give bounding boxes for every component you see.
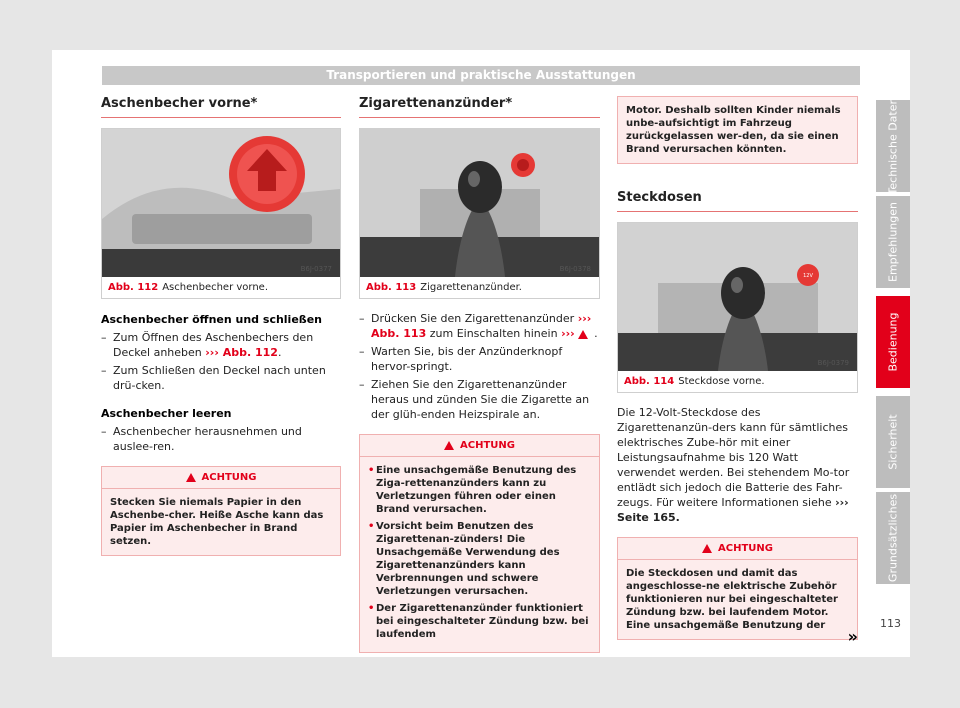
- subheading-empty: Aschenbecher leeren: [101, 407, 232, 420]
- warning-box-continued: [617, 96, 858, 164]
- lighter-photo: [360, 129, 599, 277]
- figure-113: [359, 128, 600, 299]
- warning-title: ACHTUNG: [201, 472, 257, 483]
- figure-112: [101, 128, 341, 299]
- socket-illustration: [618, 223, 857, 371]
- section-title-sockets: Steckdosen: [617, 190, 858, 212]
- figure-number: Abb. 112: [108, 282, 159, 293]
- list-item: – Zum Öffnen des Aschenbechers den Deckel anheben ››› Abb. 112.: [101, 330, 341, 360]
- paragraph: [617, 405, 858, 525]
- warning-text: Motor. Deshalb sollten Kinder niemals unbe-aufsichtigt im Fahrzeug zurückgelassen wer-den, da sie einen Brand verursachen könnten.: [626, 105, 841, 155]
- list-item: – Drücken Sie den Zigarettenanzünder ››› Abb. 113 zum Einschalten hinein ››› .: [359, 311, 600, 341]
- lighter-illustration: [360, 129, 599, 277]
- tab-bedienung[interactable]: [876, 296, 910, 388]
- tab-label: Bedienung: [886, 312, 900, 372]
- section-title-lighter: Zigarettenanzünder*: [359, 96, 600, 118]
- tab-label: Empfehlungen: [886, 202, 900, 282]
- warning-header: [102, 467, 340, 489]
- warning-box: [617, 537, 858, 640]
- warning-header: [618, 538, 857, 560]
- warning-bullet: • Vorsicht beim Benutzen des Zigarettenan-zünders! Die Unsachgemäße Verwendung des Zigarettenanzünders kann Verbrennungen und schwere Verletzungen verursachen.: [368, 520, 591, 598]
- column-lighter: [359, 96, 600, 653]
- warning-title: ACHTUNG: [718, 543, 773, 554]
- caption-text: Zigarettenanzünder.: [420, 282, 522, 293]
- continue-arrow-icon: »: [847, 627, 858, 646]
- warning-text: Die Steckdosen und damit das angeschlosse-ne elektrische Zubehör funktionieren nur bei eingeschalteter Zündung bzw. bei laufendem Motor. Eine unsachgemäße Benutzung der: [626, 568, 838, 631]
- column-ashtray: [101, 96, 341, 556]
- tab-label: Grundsätzliches: [886, 493, 900, 583]
- list-item: – Ziehen Sie den Zigarettenanzünder heraus und zünden Sie die Zigarette an der glüh-enden Heizspirale an.: [359, 377, 600, 422]
- figure-code: B6J-0379: [817, 359, 849, 367]
- list-item: – Zum Schließen den Deckel nach unten drü-cken.: [101, 363, 341, 393]
- warning-icon: [578, 330, 588, 339]
- section-title-ashtray: Aschenbecher vorne*: [101, 96, 341, 118]
- caption-text: Aschenbecher vorne.: [162, 282, 269, 293]
- figure-link[interactable]: ››› Abb. 113: [371, 312, 592, 340]
- figure-caption: [360, 277, 599, 298]
- warning-header: [360, 435, 599, 457]
- list-item-text: Drücken Sie den Zigarettenanzünder: [371, 312, 575, 325]
- warning-icon: [702, 544, 712, 553]
- caption-text: Steckdose vorne.: [678, 376, 765, 387]
- tab-label: Technische Daten: [886, 97, 900, 195]
- figure-caption: [102, 277, 340, 298]
- page-link[interactable]: ››› Seite 165.: [617, 496, 849, 524]
- socket-label: 12V: [803, 273, 813, 279]
- list-item-text: Zum Öffnen des Aschenbechers den Deckel anheben: [113, 331, 314, 359]
- figure-114: [617, 222, 858, 393]
- warning-icon: [444, 441, 454, 450]
- figure-link[interactable]: ››› Abb. 112: [205, 346, 278, 359]
- warning-icon: [186, 473, 196, 482]
- warning-text: Stecken Sie niemals Papier in den Aschenbe-cher. Heiße Asche kann das Papier im Aschenbecher in Brand setzen.: [110, 497, 324, 547]
- warning-bullet: • Der Zigarettenanzünder funktioniert bei eingeschalteter Zündung bzw. bei laufendem: [368, 602, 591, 641]
- ashtray-photo: [102, 129, 340, 277]
- warning-link[interactable]: ›››: [561, 327, 575, 340]
- figure-number: Abb. 113: [366, 282, 417, 293]
- column-sockets: [617, 96, 858, 646]
- warning-bullet: • Eine unsachgemäße Benutzung des Ziga-rettenanzünders kann zu Verletzungen führen oder einen Brand verursachen.: [368, 464, 591, 516]
- warning-box: [359, 434, 600, 653]
- page-number: 113: [880, 617, 901, 630]
- tab-grundsaetzliches[interactable]: [876, 492, 910, 584]
- figure-code: B6J-0378: [559, 265, 591, 273]
- list-item: – Aschenbecher herausnehmen und auslee-ren.: [101, 424, 341, 454]
- tab-label: Sicherheit: [886, 414, 900, 470]
- warning-text: [360, 457, 599, 652]
- list-item-text: zum Einschalten hinein: [429, 327, 558, 340]
- warning-box: [101, 466, 341, 556]
- figure-caption: [618, 371, 857, 392]
- tab-empfehlungen[interactable]: [876, 196, 910, 288]
- socket-photo: [618, 223, 857, 371]
- tab-sicherheit[interactable]: [876, 396, 910, 488]
- page-header: Transportieren und praktische Ausstattungen: [102, 66, 860, 85]
- warning-title: ACHTUNG: [460, 440, 515, 451]
- list-item: – Warten Sie, bis der Anzünderknopf hervor-springt.: [359, 344, 600, 374]
- ashtray-illustration: [102, 129, 340, 277]
- figure-number: Abb. 114: [624, 376, 675, 387]
- figure-code: B6J-0377: [300, 265, 332, 273]
- paragraph-text: Die 12-Volt-Steckdose des Zigarettenanzün-ders kann für sämtliches elektrisches Zube-hör mit einer Leistungsaufnahme bis 120 Watt verwendet werden. Bei stehendem Mo-tor entlädt sich jedoch die Batterie des Fahr-zeugs. Für weitere Informationen siehe: [617, 406, 850, 509]
- tab-technische-daten[interactable]: [876, 97, 910, 195]
- subheading-open-close: Aschenbecher öffnen und schließen: [101, 313, 322, 326]
